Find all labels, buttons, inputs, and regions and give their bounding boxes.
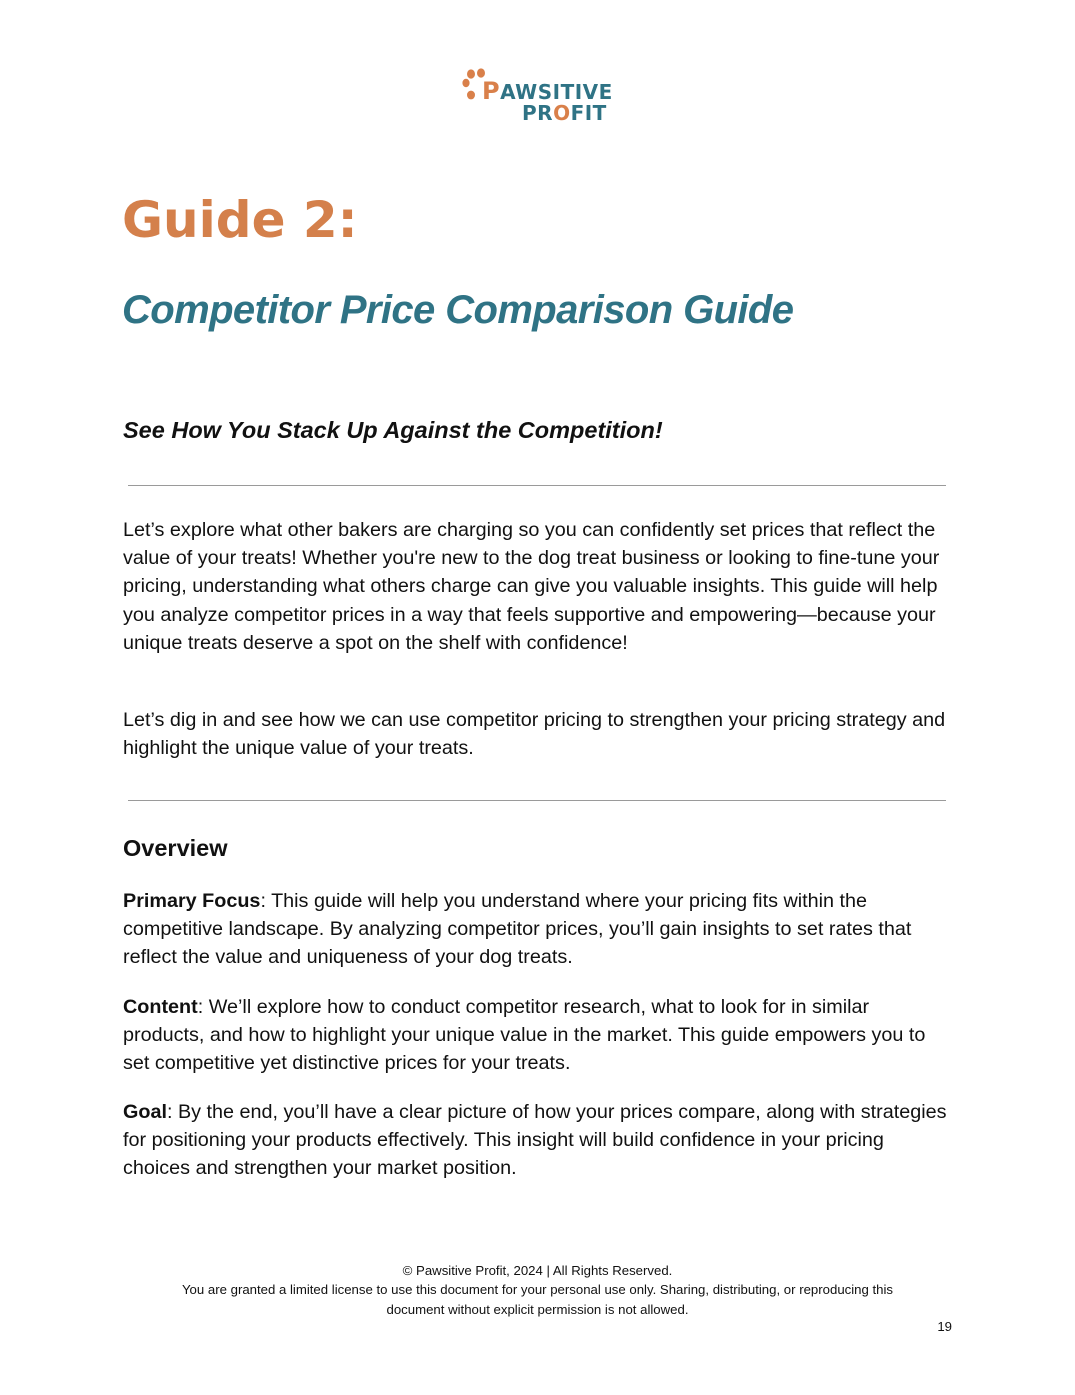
overview-item-label: Primary Focus	[123, 890, 261, 912]
footer-copyright: © Pawsitive Profit, 2024 | All Rights Reserved.	[402, 1263, 673, 1278]
overview-item-label: Goal	[123, 1101, 167, 1123]
brand-line2-start: PR	[522, 101, 554, 125]
overview-item-content	[123, 993, 953, 1078]
subtitle: See How You Stack Up Against the Competition!	[123, 417, 663, 443]
overview-item-primary-focus	[123, 887, 953, 972]
intro-paragraph-1: Let’s explore what other bakers are charging so you can confidently set prices that reflect the value of your treats! Whether you're new to the dog treat business or looking to fine-tune your pricing, understanding what others charge can give you valuable insights. This guide will help you analyze competitor prices in a way that feels supportive and empowering—because your unique treats deserve a spot on the shelf with confidence!	[123, 519, 940, 654]
overview-item-text: : This guide will help you understand where your pricing fits within the competitive landscape. By analyzing competitor prices, you’ll gain insights to set rates that reflect the value and uniqueness of your dog treats.	[123, 890, 912, 969]
overview-item-text: : We’ll explore how to conduct competitor research, what to look for in similar products, and how to highlight your unique value in the market. This guide empowers you to set competitive yet distinctive prices for your treats.	[123, 996, 926, 1075]
brand-name-rest: AWSITIVE	[500, 80, 613, 104]
divider-top	[128, 485, 946, 486]
brand-line2-o: O	[553, 101, 571, 125]
overview-item-goal	[123, 1098, 953, 1183]
page-footer	[100, 1261, 975, 1319]
brand-logo	[462, 66, 622, 126]
guide-number-heading: Guide 2:	[122, 191, 358, 249]
footer-license-line1: You are granted a limited license to use this document for your personal use only. Sharing, distributing, or reproducing this	[181, 1282, 894, 1298]
brand-name-line2	[522, 102, 607, 124]
overview-item-text: : By the end, you’ll have a clear picture of how your prices compare, along with strategies for positioning your products effectively. This insight will build confidence in your pricing choices and strengthen your market position.	[123, 1101, 947, 1180]
footer-license-line2: document without explicit permission is not allowed.	[386, 1301, 689, 1317]
brand-initial: P	[482, 77, 501, 105]
brand-name-line1	[482, 77, 613, 105]
intro-paragraph-2: Let’s dig in and see how we can use competitor pricing to strengthen your pricing strategy and highlight the unique value of your treats.	[123, 709, 946, 760]
brand-line2-end: FIT	[570, 101, 607, 125]
page-number: 19	[937, 1319, 952, 1334]
overview-heading: Overview	[123, 835, 228, 861]
divider-middle	[128, 800, 946, 801]
overview-item-label: Content	[123, 996, 198, 1018]
guide-title-heading: Competitor Price Comparison Guide	[122, 288, 794, 332]
